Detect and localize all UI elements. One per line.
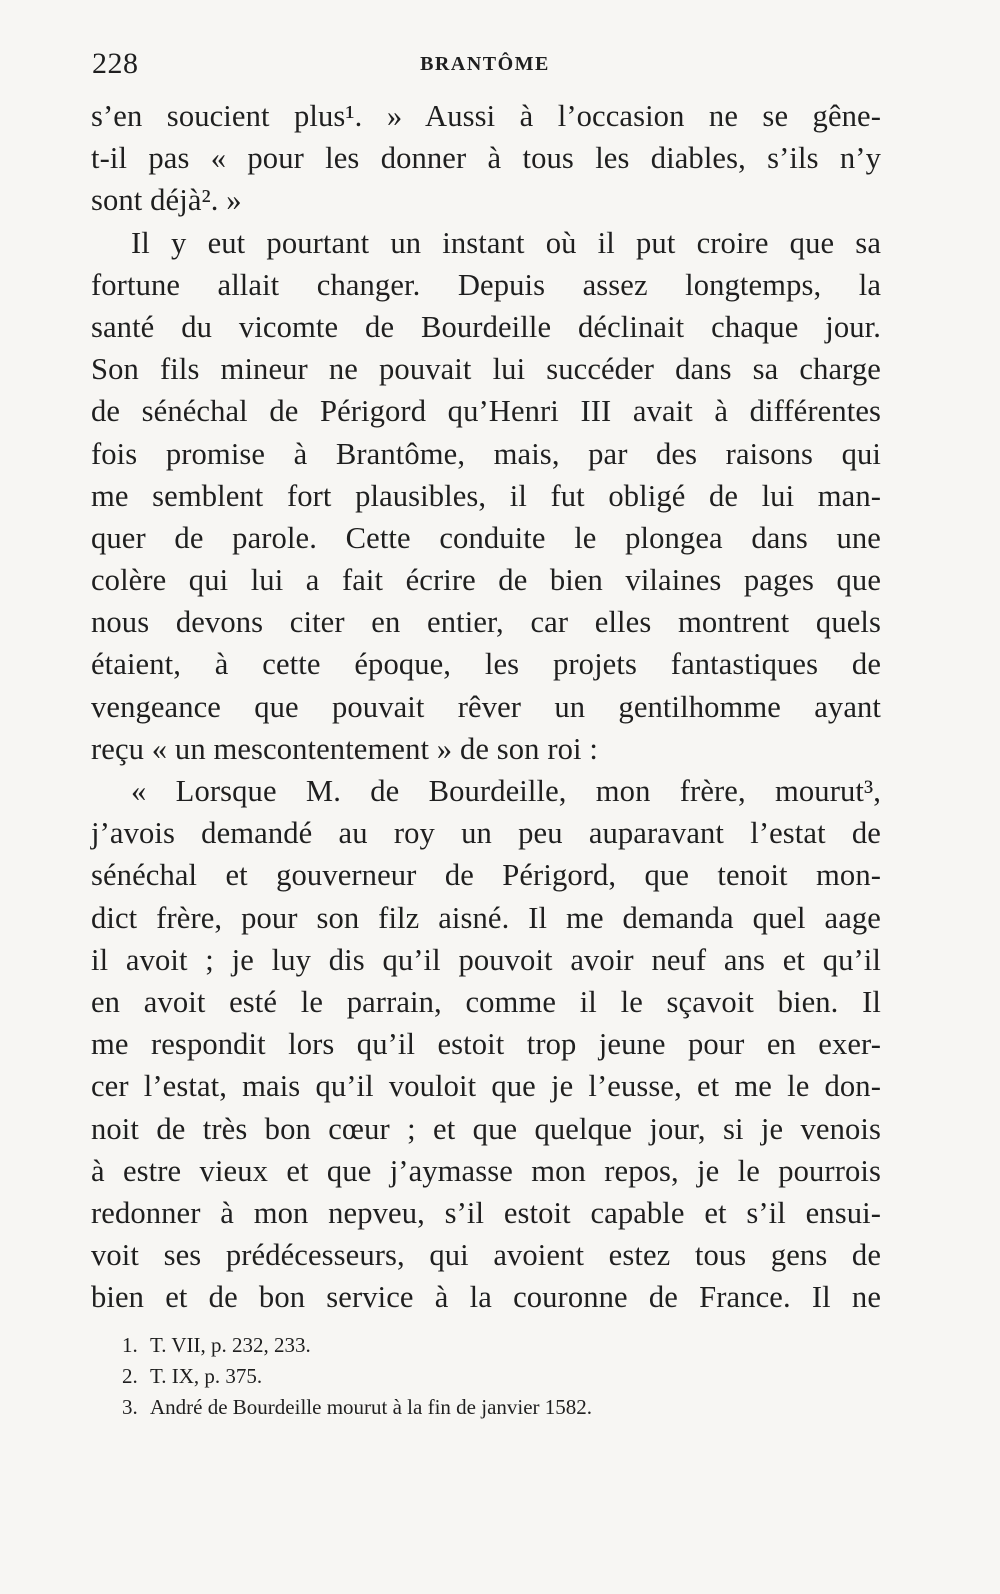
body-line: voit ses prédécesseurs, qui avoient estez tous gens de <box>91 1238 881 1273</box>
body-line: Son fils mineur ne pouvait lui succéder dans sa charge <box>91 352 881 387</box>
body-line: cer l’estat, mais qu’il vouloit que je l’eusse, et me le don- <box>91 1069 881 1104</box>
body-line: santé du vicomte de Bourdeille déclinait chaque jour. <box>91 309 881 344</box>
body-line: à estre vieux et que j’aymasse mon repos, je le pourrois <box>91 1153 881 1188</box>
body-line: me respondit lors qu’il estoit trop jeune pour en exer- <box>91 1027 881 1062</box>
body-line: noit de très bon cœur ; et que quelque jour, si je venois <box>91 1111 881 1146</box>
body-line: dict frère, pour son filz aisné. Il me demanda quel aage <box>91 900 881 935</box>
footnote-text: André de Bourdeille mourut à la fin de janvier 1582. <box>150 1395 593 1419</box>
body-line: nous devons citer en entier, car elles montrent quels <box>91 605 881 640</box>
running-head <box>92 44 878 84</box>
body-line: me semblent fort plausibles, il fut obligé de lui man- <box>91 478 881 513</box>
body-line: il avoit ; je luy dis qu’il pouvoit avoir neuf ans et qu’il <box>91 942 881 977</box>
running-title: BRANTÔME <box>420 53 550 75</box>
body-line: fois promise à Brantôme, mais, par des raisons qui <box>91 436 881 471</box>
footnote-text: T. IX, p. 375. <box>150 1364 263 1388</box>
body-line: fortune allait changer. Depuis assez longtemps, la <box>91 267 881 302</box>
body-line: Il y eut pourtant un instant où il put croire que sa <box>131 225 881 260</box>
body-line: quer de parole. Cette conduite le plongea dans une <box>91 520 881 555</box>
body-line: en avoit esté le parrain, comme il le sçavoit bien. Il <box>91 984 881 1019</box>
body-line: étaient, à cette époque, les projets fantastiques de <box>91 647 881 682</box>
body-line: colère qui lui a fait écrire de bien vilaines pages que <box>91 563 881 598</box>
body-line: « Lorsque M. de Bourdeille, mon frère, mourut³, <box>131 774 881 808</box>
body-line: redonner à mon nepveu, s’il estoit capable et s’il ensui- <box>91 1195 881 1230</box>
footnote-text: T. VII, p. 232, 233. <box>150 1333 311 1357</box>
body-line: reçu « un mescontentement » de son roi : <box>91 731 598 766</box>
body-line: de sénéchal de Périgord qu’Henri III avait à différentes <box>91 394 881 429</box>
body-text <box>91 95 881 1318</box>
body-line: sénéchal et gouverneur de Périgord, que tenoit mon- <box>91 858 881 893</box>
body-line: bien et de bon service à la couronne de France. Il ne <box>91 1280 881 1315</box>
footnote-number: 2. <box>122 1364 138 1388</box>
footnote <box>122 1330 822 1361</box>
footnote <box>122 1392 822 1423</box>
footnote-number: 1. <box>122 1333 138 1357</box>
body-line: t-il pas « pour les donner à tous les diables, s’ils n’y <box>91 141 881 176</box>
body-line: j’avois demandé au roy un peu auparavant l’estat de <box>91 816 881 851</box>
body-line: sont déjà². » <box>91 183 242 218</box>
footnote <box>122 1361 822 1392</box>
footnotes <box>122 1330 822 1423</box>
body-line: vengeance que pouvait rêver un gentilhomme ayant <box>91 689 881 724</box>
page-number: 228 <box>92 47 139 80</box>
footnote-number: 3. <box>122 1395 138 1419</box>
body-line: s’en soucient plus¹. » Aussi à l’occasion ne se gêne- <box>91 99 881 133</box>
